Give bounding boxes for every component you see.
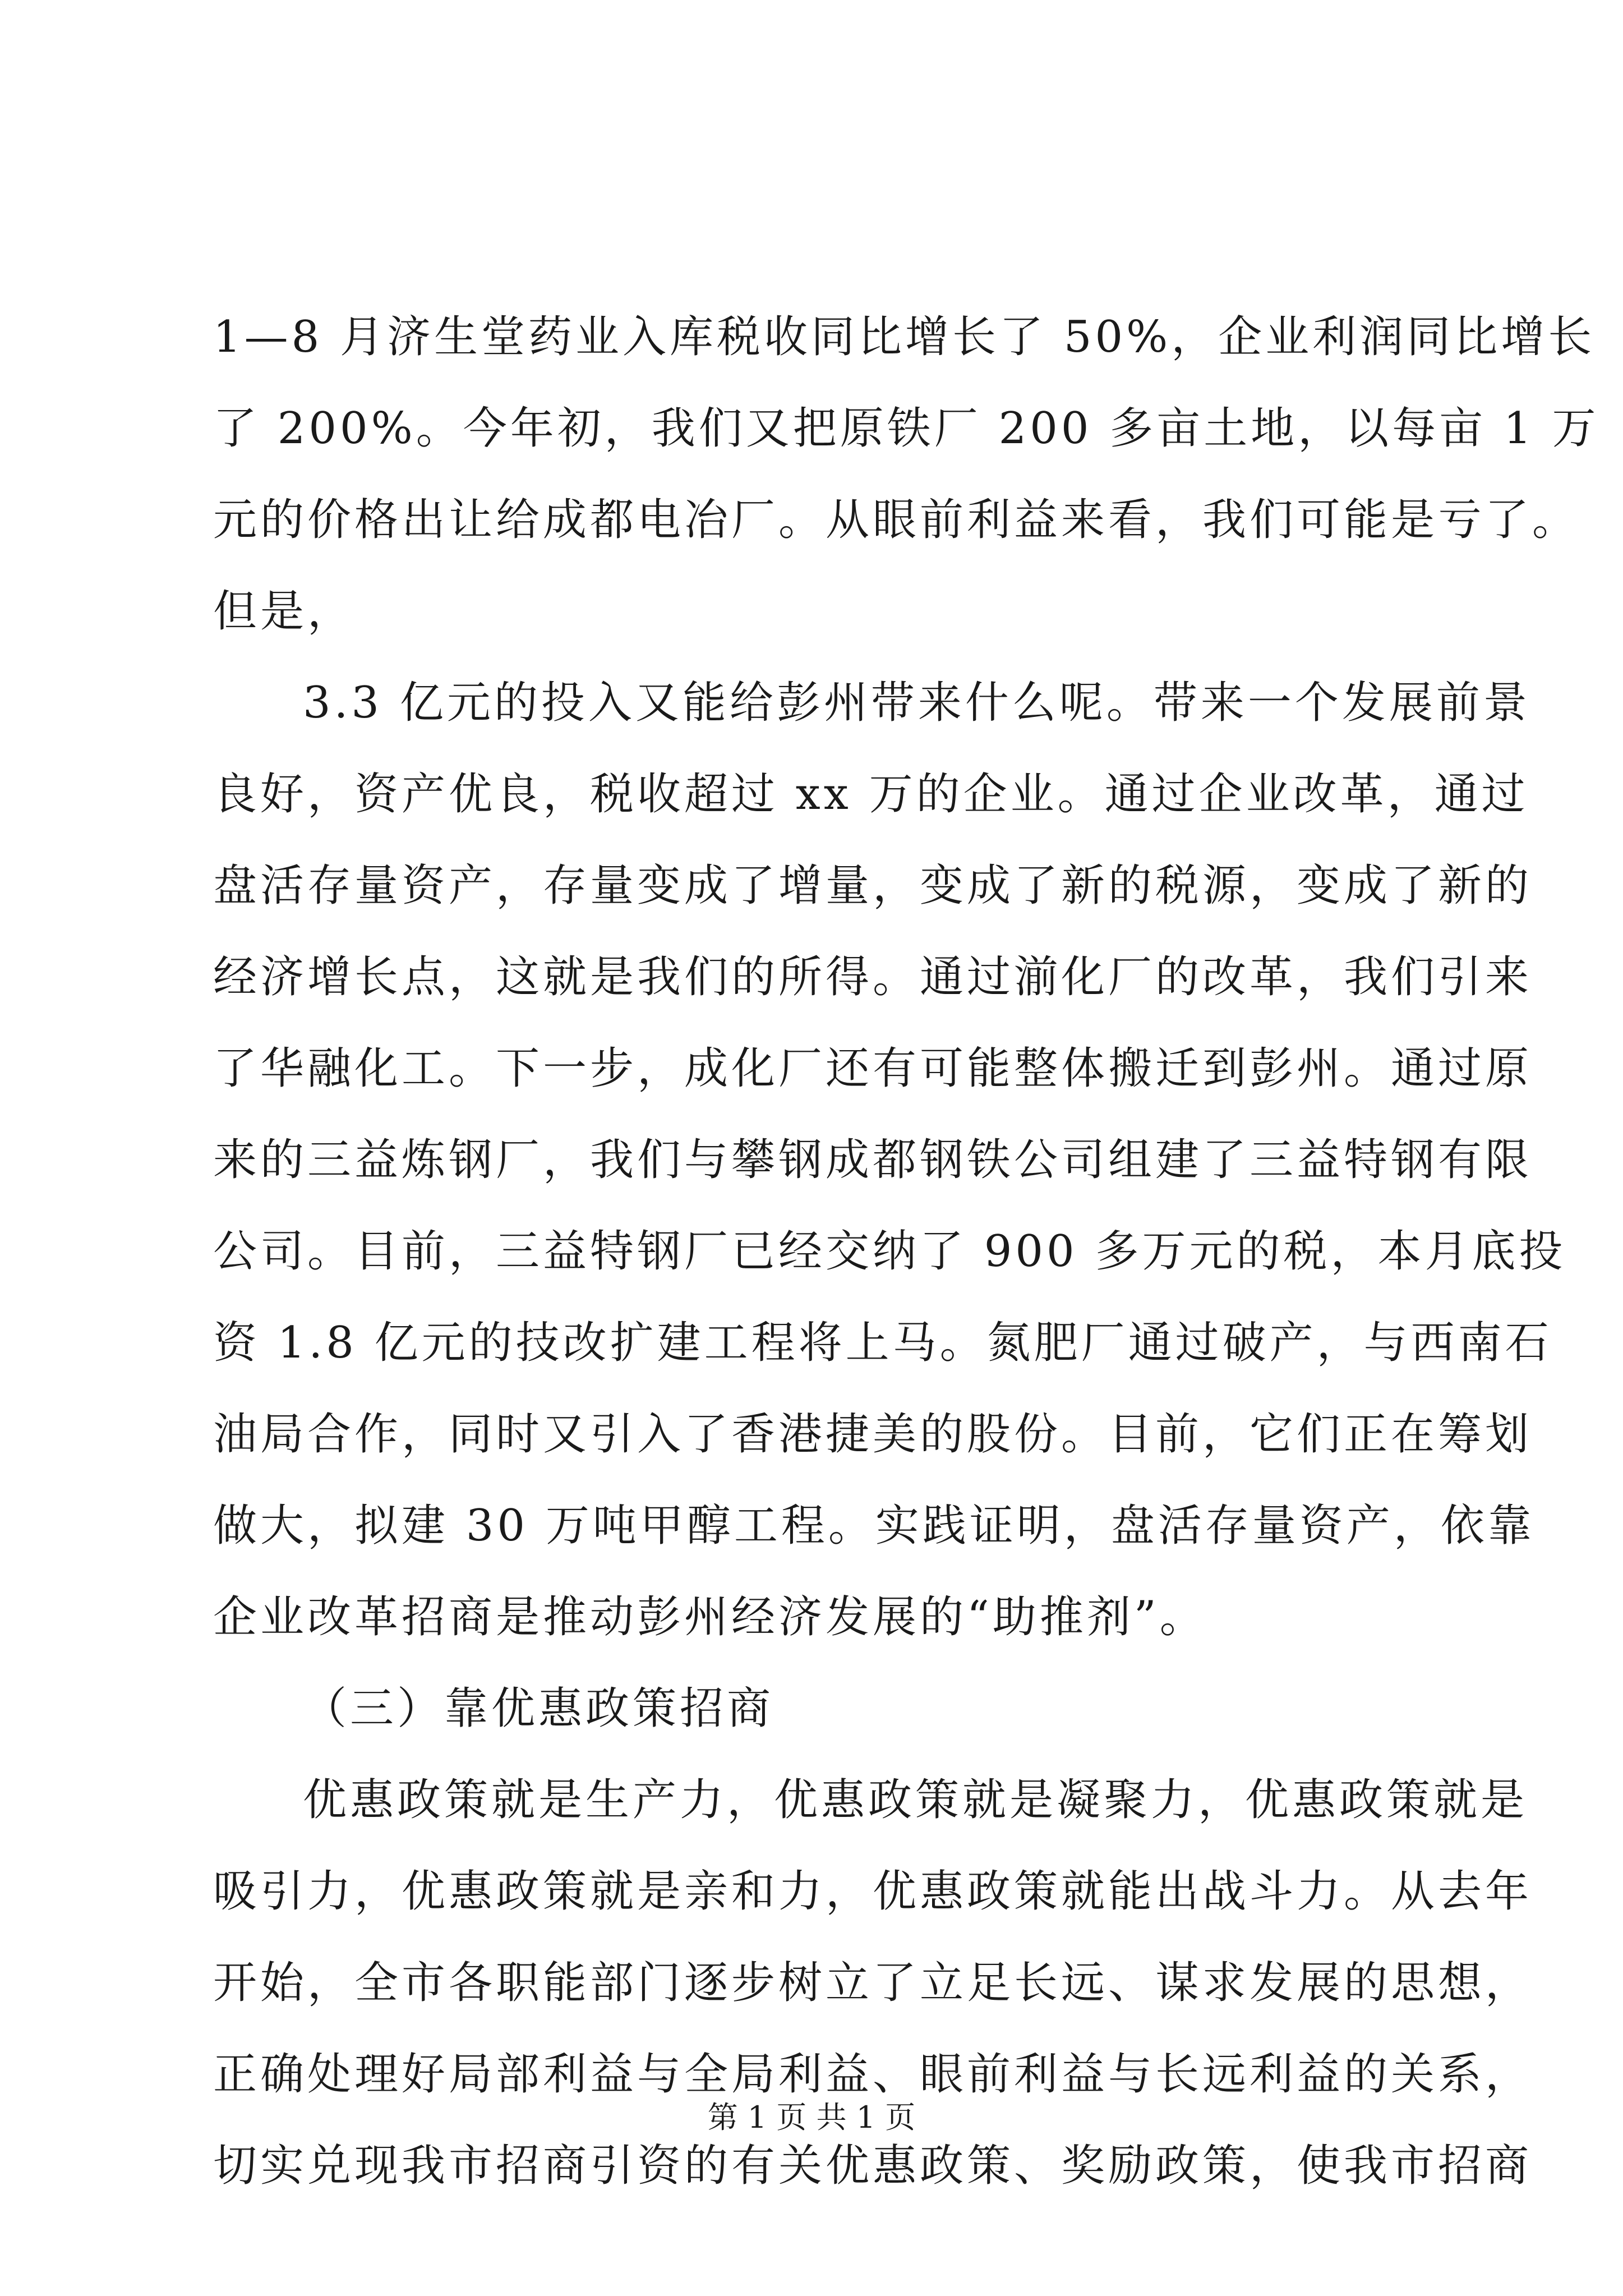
document-body: [213, 292, 1599, 2212]
text-line: 了 200%。今年初，我们又把原铁厂 200 多亩土地，以每亩 1 万: [213, 403, 1599, 454]
text-line: （三）靠优惠政策招商: [303, 1683, 774, 1734]
text-line: 1—8 月济生堂药业入库税收同比增长了 50%，企业利润同比增长: [213, 312, 1596, 362]
page-footer: 第 1 页 共 1 页: [707, 2100, 916, 2135]
text-line: 做大，拟建 30 万吨甲醇工程。实践证明，盘活存量资产，依靠: [213, 1501, 1535, 1551]
text-line: 正确处理好局部利益与全局利益、眼前利益与长远利益的关系，: [213, 2049, 1533, 2100]
text-line: 盘活存量资产，存量变成了增量，变成了新的税源，变成了新的: [213, 861, 1533, 911]
text-line: 开始，全市各职能部门逐步树立了立足长远、谋求发展的思想，: [213, 1958, 1533, 2008]
text-line: 吸引力，优惠政策就是亲和力，优惠政策就能出战斗力。从去年: [213, 1866, 1533, 1917]
text-line: 公司。目前，三益特钢厂已经交纳了 900 多万元的税，本月底投: [213, 1226, 1566, 1277]
text-line: 来的三益炼钢厂，我们与攀钢成都钢铁公司组建了三益特钢有限: [213, 1135, 1533, 1185]
text-line: 切实兑现我市招商引资的有关优惠政策、奖励政策，使我市招商: [213, 2141, 1533, 2191]
text-line: 但是，: [213, 586, 355, 637]
text-line: 元的价格出让给成都电冶厂。从眼前利益来看，我们可能是亏了。: [213, 495, 1580, 545]
text-line: 优惠政策就是生产力，优惠政策就是凝聚力，优惠政策就是: [303, 1775, 1528, 1825]
text-line: 3.3 亿元的投入又能给彭州带来什么呢。带来一个发展前景: [303, 678, 1530, 728]
text-line: 资 1.8 亿元的技改扩建工程将上马。氮肥厂通过破产，与西南石: [213, 1318, 1552, 1368]
text-line: 良好，资产优良，税收超过 xx 万的企业。通过企业改革，通过: [213, 769, 1529, 820]
text-line: 了华融化工。下一步，成化厂还有可能整体搬迁到彭州。通过原: [213, 1043, 1533, 1094]
text-line: 油局合作，同时又引入了香港捷美的股份。目前，它们正在筹划: [213, 1409, 1533, 1460]
text-line: 企业改革招商是推动彭州经济发展的“助推剂”。: [213, 1592, 1207, 1642]
text-line: 经济增长点，这就是我们的所得。通过湔化厂的改革，我们引来: [213, 952, 1533, 1002]
